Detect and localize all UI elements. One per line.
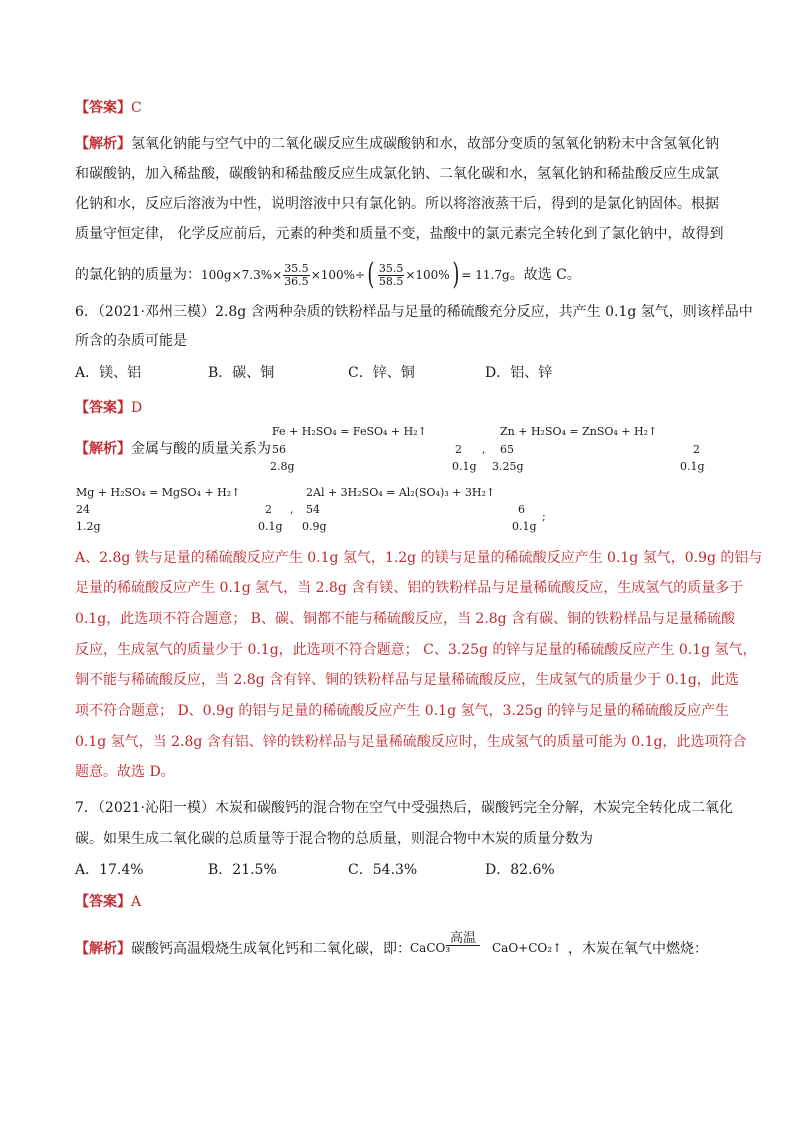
eq-zn-row-3b: 0.1g [680, 460, 705, 473]
q6-option-d: D．铝、锌 [485, 365, 553, 381]
eq-zn-row-1: Zn + H₂SO₄ = ZnSO₄ + H₂↑ [500, 425, 658, 438]
eq-fe-row-3: 2.8g [270, 460, 295, 473]
eq-fe-row-3b: 0.1g [452, 460, 477, 473]
q6-analysis-intro: 【解析】金属与酸的质量关系为 [75, 441, 271, 457]
eq-fe-row-2b: 2 [455, 443, 462, 456]
eq-mg-row-3b: 0.1g [258, 520, 283, 533]
q7-option-c: C．54.3% [348, 862, 418, 878]
eq-zn-row-2: 65 [500, 443, 514, 456]
eq-mg-row-2: 24 [76, 503, 90, 516]
q7-answer-line: 【答案】A [75, 894, 142, 910]
eq-al-row-1: 2Al + 3H₂SO₄ = Al₂(SO₄)₃ + 3H₂↑ [306, 486, 496, 499]
eq-al-row-2: 54 [306, 503, 320, 516]
fraction-2: $\frac{35.5}{58.5}$ [378, 261, 404, 288]
eq-fe-row-2: 56 [272, 443, 286, 456]
q6-answer-line: 【答案】D [75, 400, 143, 416]
q6-answer: D [131, 400, 143, 416]
q7-answer: A [131, 894, 142, 910]
eq-mg-row-1: Mg + H₂SO₄ = MgSO₄ + H₂↑ [76, 486, 241, 499]
answer-label: 【答案】 [75, 100, 131, 116]
q6-analysis-line-2: 足量的稀硫酸反应产生 0.1g 氢气，当 2.8g 含有镁、铝的铁粉样品与足量稀硫酸反应，生成氢气的质量多于 [75, 580, 744, 596]
q5-answer: C [131, 100, 142, 116]
q6-stem-line-2: 所含的杂质可能是 [75, 333, 187, 349]
q6-analysis-line-1: A、2.8g 铁与足量的稀硫酸反应产生 0.1g 氢气，1.2g 的镁与足量的稀硫酸反应产生 0.1g 氢气，0.9g 的铝与 [75, 550, 763, 566]
q7-option-a: A．17.4% [75, 862, 144, 878]
q6-analysis-line-5: 铜不能与稀硫酸反应，当 2.8g 含有锌、铜的铁粉样品与足量稀硫酸反应，生成氢气的质量少于 0.1g，此选 [75, 672, 739, 688]
eq-fe-row-1: Fe + H₂SO₄ = FeSO₄ + H₂↑ [272, 425, 427, 438]
eq-al-row-3b: 0.1g [512, 520, 537, 533]
fraction-1: $\frac{35.5}{36.5}$ [284, 261, 309, 288]
eq-zn-row-3: 3.25g [492, 460, 524, 473]
q6-option-c: C．锌、铜 [348, 365, 415, 381]
q7-decomposition-equation: CaCO₃ 高温 CaO+CO₂↑ [410, 941, 562, 955]
q6-analysis-line-8: 题意。故选 D。 [75, 764, 175, 780]
q5-analysis-line-1: 【解析】氢氧化钠能与空气中的二氧化碳反应生成碳酸钠和水，故部分变质的氢氧化钠粉末中含氢氧化钠 [75, 136, 719, 152]
q6-analysis-line-6: 项不符合题意； D、0.9g 的铝与足量的稀硫酸反应产生 0.1g 氢气，3.25g 的锌与足量的稀硫酸反应产生 [75, 703, 730, 719]
eq-zn-row-2b: 2 [693, 443, 700, 456]
eq-al-row-2b: 6 [518, 503, 525, 516]
q5-answer-line [75, 98, 725, 118]
eq-mg-row-3: 1.2g [76, 520, 101, 533]
analysis-label: 【解析】 [75, 136, 131, 152]
q5-analysis-line-4: 质量守恒定律， 化学反应前后，元素的种类和质量不变，盐酸中的氯元素完全转化到了氯化钠中，故得到 [75, 226, 724, 242]
q5-formula-line: 的氯化钠的质量为：100g×7.3%× $\frac{35.5}{36.5}$ ×100%÷( $\frac{35.5}{58.5}$ ×100%) = 11.7g。故选 C。 [75, 257, 581, 292]
q7-stem-line-1: 7．（2021·沁阳一模）木炭和碳酸钙的混合物在空气中受强热后，碳酸钙完全分解，木炭完全转化成二氧化 [75, 800, 733, 816]
q7-analysis-tail: ，木炭在氧气中燃烧： [568, 941, 708, 957]
q7-option-b: B．21.5% [208, 862, 277, 878]
q7-analysis-line-1: 【解析】碳酸钙高温煅烧生成氧化钙和二氧化碳，即： [75, 941, 411, 957]
q6-analysis-line-7: 0.1g 氢气，当 2.8g 含有铝、锌的铁粉样品与足量稀硫酸反应时，生成氢气的质量可能为 0.1g，此选项符合 [75, 734, 747, 750]
q6-stem-line-1: 6．（2021·邓州三模）2.8g 含两种杂质的铁粉样品与足量的稀硫酸充分反应，共产生 0.1g 氢气，则该样品中 [75, 304, 753, 320]
q5-analysis-line-3: 化钠和水，反应后溶液为中性，说明溶液中只有氯化钠。所以将溶液蒸干后，得到的是氯化钠固体。根据 [75, 196, 719, 212]
equation-bar [446, 945, 480, 946]
eq-al-row-3: 0.9g [302, 520, 327, 533]
reaction-condition: 高温 [450, 931, 477, 946]
q6-analysis-line-4: 反应，生成氢气的质量少于 0.1g，此选项不符合题意； C、3.25g 的锌与足量的稀硫酸反应产生 0.1g 氢气， [75, 642, 757, 658]
q6-analysis-line-3: 0.1g，此选项不符合题意； B、碳、铜都不能与稀硫酸反应，当 2.8g 含有碳、铜的铁粉样品与足量稀硫酸 [75, 611, 736, 627]
q6-option-a: A．镁、铝 [75, 365, 142, 381]
q6-option-b: B．碳、铜 [208, 365, 275, 381]
q7-stem-line-2: 碳。如果生成二氧化碳的总质量等于混合物的总质量，则混合物中木炭的质量分数为 [75, 831, 593, 847]
eq-mg-row-2b: 2 [265, 503, 272, 516]
q7-option-d: D．82.6% [485, 862, 555, 878]
document-page: 【答案】C 【解析】氢氧化钠能与空气中的二氧化碳反应生成碳酸钠和水，故部分变质的氢氧化钠粉末中含氢氧化钠 和碳酸钠，加入稀盐酸，碳酸钠和稀盐酸反应生成氯化钠、二氧化碳和水，氢氧化钠和稀盐酸反应生成氯 化钠和水，反应后溶液为中性，说明溶液中只有氯化钠。所以将溶液蒸干后，得到的是氯化钠固体。根据 质量守恒定律， 化学反应前后，元素的种类和质量不变，盐酸中的氯元素完全转化到了氯化钠中，故得到 的氯化钠的质量为：100g×7.3%× $\frac{35.5}{36.5}$ ×100%÷( $\frac{35.5}{58.5}$ ×100%) = 11.7g。故选 C。 6．（2021·邓州三模）2.8g 含两种杂质的铁粉样品与足量的稀硫酸充分反应，共产生 0.1g 氢气，则该样品中 所含的杂质可能是 A．镁、铝 B．碳、铜 C．锌、铜 D．铝、锌 【答案】D 【解析】金属与酸的质量关系为 Fe + H₂SO₄ = FeSO₄ + H₂↑ 56 2 2.8g 0.1g , Zn + H₂SO₄ = ZnSO₄ + H₂↑ 65 2 3.25g 0.1g Mg + H₂SO₄ = MgSO₄ + H₂↑ 24 2 1.2g 0.1g , 2Al + 3H₂SO₄ = Al₂(SO₄)₃ + 3H₂↑ 54 6 0.9g 0.1g ; A、2.8g 铁与足量的稀硫酸反应产生 0.1g 氢气，1.2g 的镁与足量的稀硫酸反应产生 0.1g 氢气，0.9g 的铝与 足量的稀硫酸反应产生 0.1g 氢气，当 2.8g 含有镁、铝的铁粉样品与足量稀硫酸反应，生成氢气的质量多于 0.1g，此选项不符合题意； B、碳、铜都不能与稀硫酸反应，当 2.8g 含有碳、铜的铁粉样品与足量稀硫酸 反应，生成氢气的质量少于 0.1g，此选项不符合题意； C、3.25g 的锌与足量的稀硫酸反应产生 0.1g 氢气， 铜不能与稀硫酸反应，当 2.8g 含有锌、铜的铁粉样品与足量稀硫酸反应，生成氢气的质量少于 0.1g，此选 项不符合题意； D、0.9g 的铝与足量的稀硫酸反应产生 0.1g 氢气，3.25g 的锌与足量的稀硫酸反应产生 0.1g 氢气，当 2.8g 含有铝、锌的铁粉样品与足量稀硫酸反应时，生成氢气的质量可能为 0.1g，此选项符合 题意。故选 D。 7．（2021·沁阳一模）木炭和碳酸钙的混合物在空气中受强热后，碳酸钙完全分解，木炭完全转化成二氧化 碳。如果生成二氧化碳的总质量等于混合物的总质量，则混合物中木炭的质量分数为 A．17.4% B．21.5% C．54.3% D．82.6% 【答案】A 【解析】碳酸钙高温煅烧生成氧化钙和二氧化碳，即： CaCO₃ 高温 CaO+CO₂↑ ，木炭在氧气中燃烧： [75, 100, 763, 957]
q5-analysis-line-2: 和碳酸钠，加入稀盐酸，碳酸钠和稀盐酸反应生成氯化钠、二氧化碳和水，氢氧化钠和稀盐酸反应生成氯 [75, 166, 719, 182]
